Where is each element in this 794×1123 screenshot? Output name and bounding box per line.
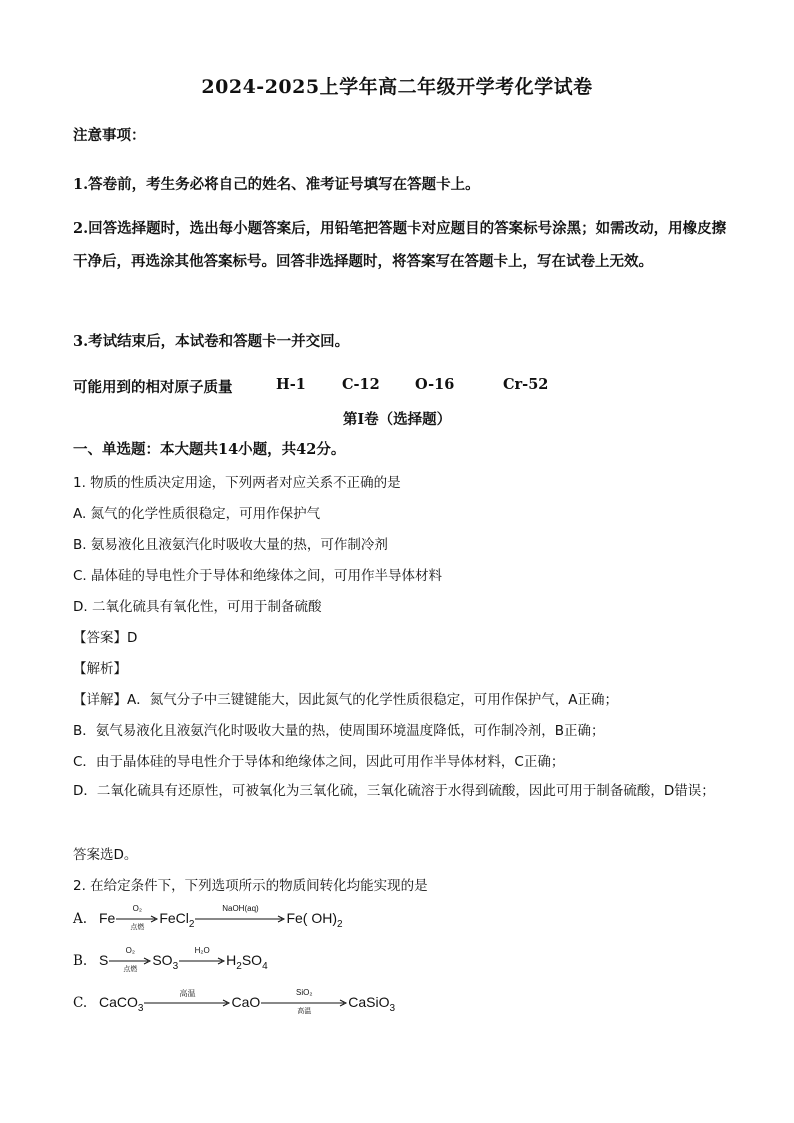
notice-item-1: 1.答卷前，考生务必将自己的姓名、准考证号填写在答题卡上。: [73, 176, 480, 193]
q2-b-species-3-mid: SO: [241, 952, 263, 968]
q2-a-arrow-2-top: NaOH(aq): [222, 904, 259, 914]
notice-heading: 注意事项：: [73, 127, 146, 144]
q2-a-arrow-1-bottom: 点燃: [130, 924, 145, 932]
q1-option-d: D. 二氧化硫具有氧化性，可用于制备硫酸: [73, 599, 322, 615]
q2-b-species-2: SO: [152, 952, 173, 968]
q2-b-arrow-1: [108, 946, 152, 974]
q1-stem: 1. 物质的性质决定用途，下列两者对应关系不正确的是: [73, 475, 401, 491]
q2-option-b: [73, 946, 268, 974]
q2-b-arrow-2-top: H₂O: [194, 946, 210, 956]
q2-c-arrow-2-top: SiO₂: [296, 988, 313, 998]
mass-cr: Cr-52: [503, 376, 549, 393]
q2-b-arrow-2: [178, 946, 226, 965]
q1-detail-d: D．二氧化硫具有还原性，可被氧化为三氧化硫，三氧化硫溶于水得到硫酸，因此可用于制备硫酸，D错误；: [73, 783, 715, 799]
q2-a-species-1: Fe: [99, 910, 116, 926]
q2-c-arrow-2-bottom: 高温: [297, 1008, 312, 1016]
q2-c-arrow-2: [260, 988, 348, 1016]
q2-a-species-2-sub: 2: [188, 918, 195, 930]
exam-title: 2024-2025上学年高二年级开学考化学试卷: [201, 76, 593, 98]
q2-c-arrow-1: [143, 989, 231, 1007]
q1-option-a: A. 氮气的化学性质很稳定，可用作保护气: [73, 506, 321, 522]
q1-detail-c: C．由于晶体硅的导电性介于导体和绝缘体之间，因此可用作半导体材料，C正确；: [73, 754, 565, 770]
q2-c-species-1-sub: 3: [137, 1002, 144, 1014]
q2-a-species-2: FeCl: [159, 910, 189, 926]
q1-answer: 【答案】D: [73, 630, 138, 646]
q1-option-b: B. 氨易液化且液氨汽化时吸收大量的热，可作制冷剂: [73, 537, 388, 553]
q2-a-arrow-1: [115, 904, 159, 932]
q2-c-species-2: CaO: [231, 994, 261, 1010]
q2-option-a: [73, 904, 343, 932]
q2-c-label: C.: [73, 995, 88, 1011]
mass-o: O-16: [415, 376, 455, 393]
q2-c-species-3: CaSiO: [348, 994, 390, 1010]
mass-h: H-1: [276, 376, 306, 393]
q2-option-c: [73, 988, 396, 1016]
q2-a-arrow-2: [194, 904, 286, 923]
q2-b-arrow-1-top: O₂: [125, 946, 135, 956]
q1-option-c: C. 晶体硅的导电性介于导体和绝缘体之间，可用作半导体材料: [73, 568, 443, 584]
part-title: 第I卷（选择题）: [342, 411, 452, 428]
q2-b-label: B.: [73, 953, 88, 969]
q2-b-arrow-1-bottom: 点燃: [123, 966, 138, 974]
q2-c-species-3-sub: 3: [389, 1002, 396, 1014]
q2-a-species-3: Fe( OH): [286, 910, 338, 926]
q2-stem: 2. 在给定条件下，下列选项所示的物质间转化均能实现的是: [73, 878, 428, 894]
q2-a-label: A.: [73, 911, 88, 927]
q2-b-species-1: S: [99, 952, 109, 968]
q2-b-species-3-sub-1: 2: [236, 960, 242, 972]
q1-conclusion: 答案选D。: [73, 847, 138, 863]
q2-b-species-3: H: [226, 952, 237, 968]
q2-b-species-3-sub-2: 4: [262, 960, 268, 972]
notice-item-3: 3.考试结束后，本试卷和答题卡一并交回。: [73, 333, 350, 350]
mass-c: C-12: [342, 376, 380, 393]
atomic-masses-label: 可能用到的相对原子质量: [73, 379, 233, 396]
q2-a-species-3-sub: 2: [337, 918, 343, 930]
q2-a-arrow-1-top: O₂: [132, 904, 142, 914]
q2-b-species-2-sub: 3: [172, 960, 179, 972]
section-title: 一、单选题：本大题共14小题，共42分。: [73, 441, 346, 458]
q2-c-arrow-1-top: 高温: [179, 989, 196, 999]
q1-detail-a: 【详解】A．氮气分子中三键键能大，因此氮气的化学性质很稳定，可用作保护气，A正确；: [73, 692, 618, 708]
q1-detail-b: B．氨气易液化且液氨汽化时吸收大量的热，使周围环境温度降低，可作制冷剂，B正确；: [73, 723, 605, 739]
q1-analysis-heading: 【解析】: [73, 661, 127, 677]
notice-item-2: 2.回答选择题时，选出每小题答案后，用铅笔把答题卡对应题目的答案标号涂黑；如需改动，用橡皮擦干净后，再选涂其他答案标号。回答非选择题时，将答案写在答题卡上，写在试卷上无效。: [73, 220, 727, 270]
q2-c-species-1: CaCO: [99, 994, 138, 1010]
